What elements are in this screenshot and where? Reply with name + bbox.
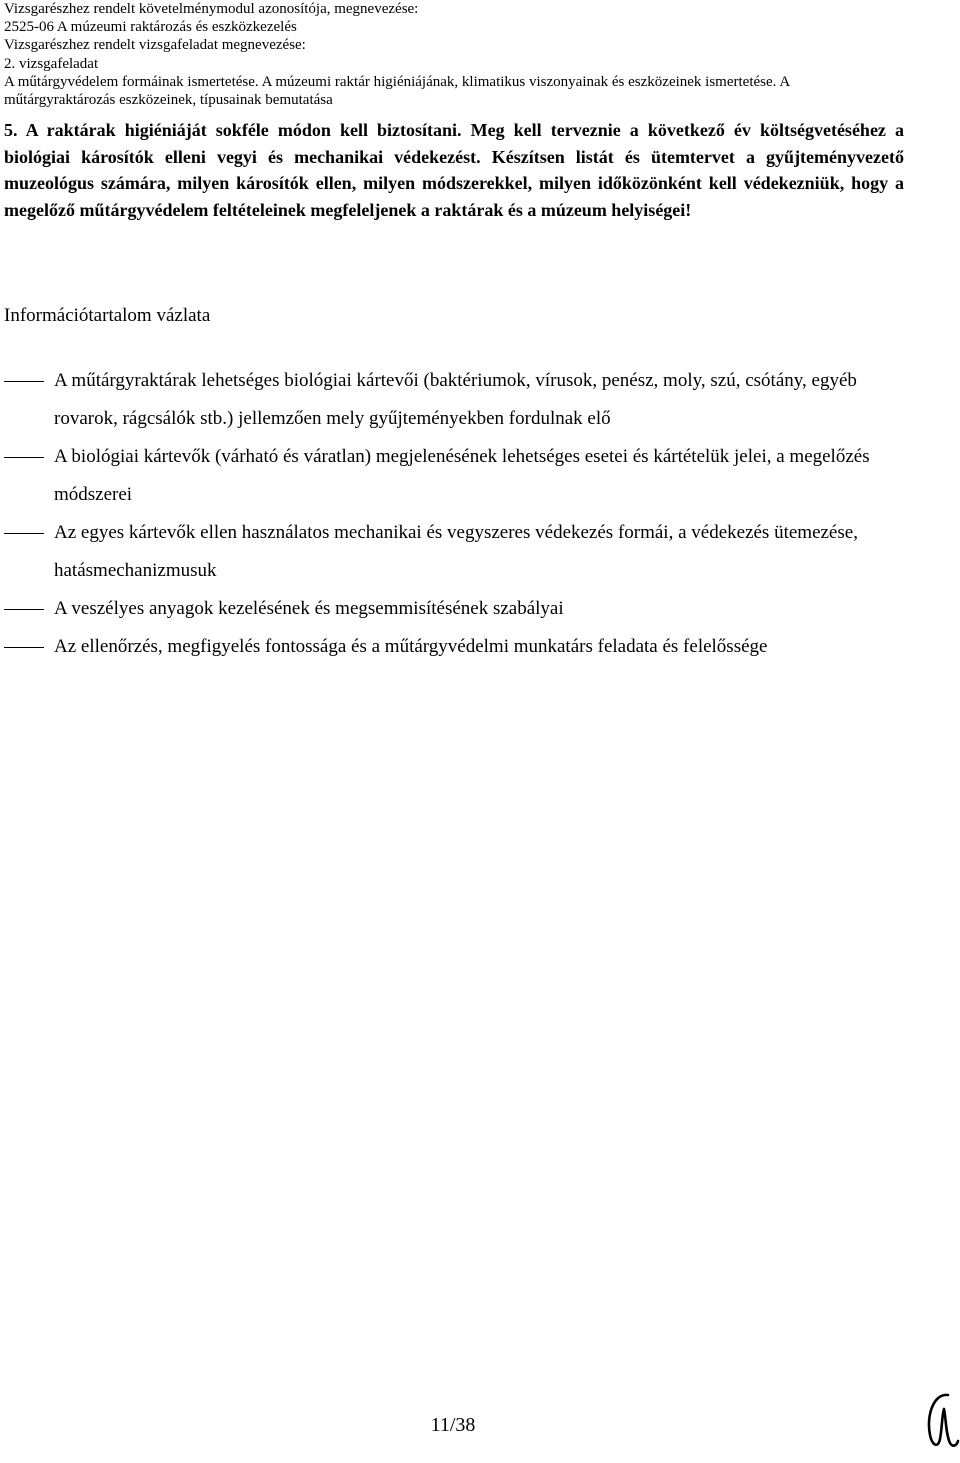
page-number: 11/38: [430, 1414, 476, 1436]
list-item-text: A biológiai kártevők (várható és váratlan) megjelenésének lehetséges esetei és kártételük jelei, a megelőzés módszerei: [54, 446, 870, 505]
list-item-text: Az ellenőrzés, megfigyelés fontossága és a műtárgyvédelmi munkatárs feladata és felelőssége: [54, 636, 768, 657]
dash-bullet-icon: [4, 533, 44, 534]
outline-title: Információtartalom vázlata: [4, 305, 211, 326]
header-line-module-label: Vizsgarészhez rendelt követelménymodul azonosítója, megnevezése:: [4, 1, 419, 17]
dash-bullet-icon: [4, 457, 44, 458]
document-header: [4, 0, 944, 109]
dash-bullet-icon: [4, 609, 44, 610]
dash-bullet-icon: [4, 381, 44, 382]
outline-list: [0, 362, 960, 666]
list-item-text: A veszélyes anyagok kezelésének és megsemmisítésének szabályai: [54, 598, 564, 619]
header-line-task-description-2: műtárgyraktározás eszközeinek, típusainak bemutatása: [4, 92, 333, 109]
header-line-task-number: 2. vizsgafeladat: [4, 55, 99, 72]
signature-icon: [920, 1385, 960, 1455]
list-item: [0, 438, 904, 514]
list-item: [0, 590, 904, 628]
list-item-text: Az egyes kártevők ellen használatos mechanikai és vegyszeres védekezés formái, a védekezés ütemezése, hatásmechanizmusuk: [54, 522, 858, 581]
dash-bullet-icon: [4, 647, 44, 648]
header-line-task-description-1: A műtárgyvédelem formáinak ismertetése. A múzeumi raktár higiéniájának, klimatikus viszonyainak és eszközeinek ismertetése. A: [4, 73, 791, 90]
list-item: [0, 628, 904, 666]
header-line-task-label: Vizsgarészhez rendelt vizsgafeladat megnevezése:: [4, 37, 306, 54]
list-item: [0, 362, 904, 438]
task-statement: 5. A raktárak higiéniáját sokféle módon kell biztosítani. Meg kell terveznie a következő év költségvetéséhez a biológiai károsítók elleni vegyi és mechanikai védekezést. Készítsen listát és ütemtervet a gyűjteményvezető muzeológus számára, milyen károsítók ellen, milyen módszerekkel, milyen időközönként kell védekezniük, hogy a megelőző műtárgyvédelem feltételeinek megfeleljenek a raktárak és a múzeum helyiségei!: [4, 120, 904, 220]
list-item: [0, 514, 904, 590]
list-item-text: A műtárgyraktárak lehetséges biológiai kártevői (baktériumok, vírusok, penész, moly, szú, csótány, egyéb rovarok, rágcsálók stb.) jellemzően mely gyűjteményekben fordulnak elő: [54, 370, 857, 429]
header-line-module-name: 2525-06 A múzeumi raktározás és eszközkezelés: [4, 19, 297, 36]
